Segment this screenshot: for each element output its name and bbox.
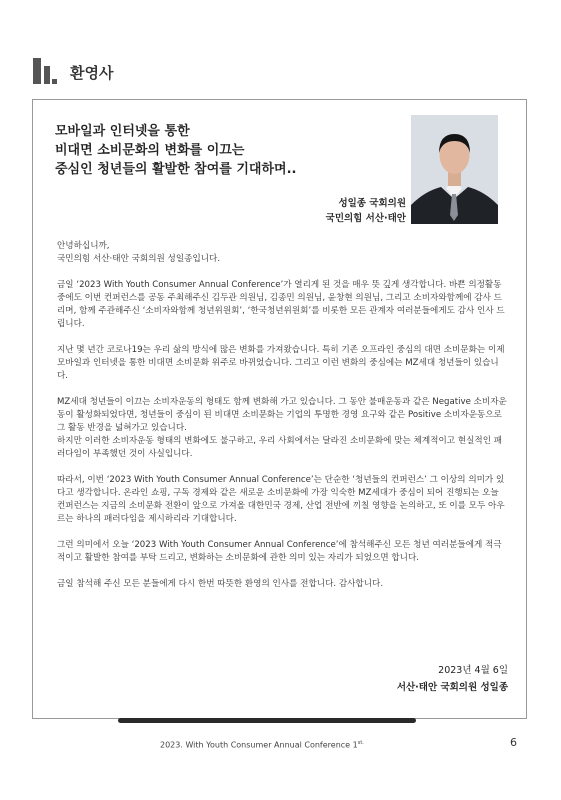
paragraph: 금일 참석해 주신 모든 분들에게 다시 한번 따뜻한 환영의 인사를 전합니다. 감사합니다.	[57, 579, 384, 589]
footer-text: 2023. With Youth Consumer Annual Conference 1	[160, 740, 358, 750]
page-number: 6	[510, 736, 517, 749]
paragraph: 지난 몇 년간 코로나19는 우리 삶의 방식에 많은 변화를 가져왔습니다. 특히 기존 오프라인 중심의 대면 소비문화는 이제 모바일과 인터넷을 통한 비대면 소비문화 위주로 바뀌었습니다. 그리고 이런 변화의 중심에는 MZ세대 청년들이 있습니다.	[57, 345, 505, 381]
author-title: 성일종 국회의원	[338, 198, 406, 209]
section-title: 환영사	[70, 64, 114, 82]
letter-body	[57, 240, 507, 604]
headline-line-3: 중심인 청년들의 활발한 참여를 기대하며..	[55, 162, 297, 177]
headline	[55, 122, 296, 179]
footer	[160, 740, 364, 750]
headline-line-1: 모바일과 인터넷을 통한	[55, 124, 190, 139]
author-portrait	[411, 115, 498, 224]
greeting	[57, 240, 507, 266]
paragraph: 그런 의미에서 오늘 ‘2023 With Youth Consumer Annual Conference’에 참석해주신 모든 청년 여러분들에게 적극적이고 활발한 참여를 부탁 드리고, 변화하는 소비문화에 관한 의미 있는 자리가 되었으면 합니다.	[57, 540, 502, 563]
closing-signer: 서산·태안 국회의원 성일종	[396, 682, 508, 693]
section-marker-dot	[52, 79, 57, 84]
paragraph: MZ세대 청년들이 이끄는 소비자운동의 형태도 함께 변화해 가고 있습니다. 그 동안 불매운동과 같은 Negative 소비자운동이 활성화되었다면, 청년들이 중심이 된 비대면 소비문화는 기업의 투명한 경영 요구와 같은 Positive 소비자운동으로 그 활동 반경을 넓혀가고 있습니다.	[57, 397, 507, 433]
bottom-divider	[118, 718, 416, 723]
footer-superscript: st.	[357, 740, 364, 746]
greeting-line-1: 안녕하십니까,	[57, 241, 110, 251]
author-block	[326, 196, 406, 226]
paragraph: 하지만 이러한 소비자운동 형태의 변화에도 불구하고, 우리 사회에서는 달라진 소비문화에 맞는 체계적이고 현실적인 패러다임이 부족했던 것이 사실입니다.	[57, 436, 503, 459]
author-affiliation: 국민의힘 서산·태안	[325, 213, 406, 224]
headline-line-2: 비대면 소비문화의 변화를 이끄는	[55, 143, 245, 158]
closing-date: 2023년 4월 6일	[438, 665, 508, 676]
section-marker	[33, 58, 41, 84]
paragraph: 따라서, 이번 ‘2023 With Youth Consumer Annual Conference’는 단순한 ‘청년들의 컨퍼런스’ 그 이상의 의미가 있다고 생각합니다. 온라인 쇼핑, 구독 경제와 같은 새로운 소비문화에 가장 익숙한 MZ세대가 중심이 되어 진행되는 오늘 컨퍼런스는 지금의 소비문화 전환이 앞으로 가져올 대한민국 경제, 산업 전반에 끼칠 영향을 논의하고, 또 이를 모두 아우르는 하나의 패러다임을 제시하리라 기대합니다.	[57, 475, 505, 524]
section-marker-bar	[44, 66, 50, 84]
paragraph: 금일 ‘2023 With Youth Consumer Annual Conference’가 열리게 된 것을 매우 뜻 깊게 생각합니다. 바쁜 의정활동 중에도 이번 컨퍼런스를 공동 주최해주신 김두관 의원님, 김종민 의원님, 윤창현 의원님, 그리고 소비자와함께에 감사 드리며, 함께 주관해주신 ‘소비자와함께 청년위원회’, ‘한국청년위원회’를 비롯한 모든 관계자 여러분들에게도 감사 인사 드립니다.	[57, 280, 505, 329]
greeting-line-2: 국민의힘 서산·태안 국회의원 성일종입니다.	[57, 254, 221, 264]
